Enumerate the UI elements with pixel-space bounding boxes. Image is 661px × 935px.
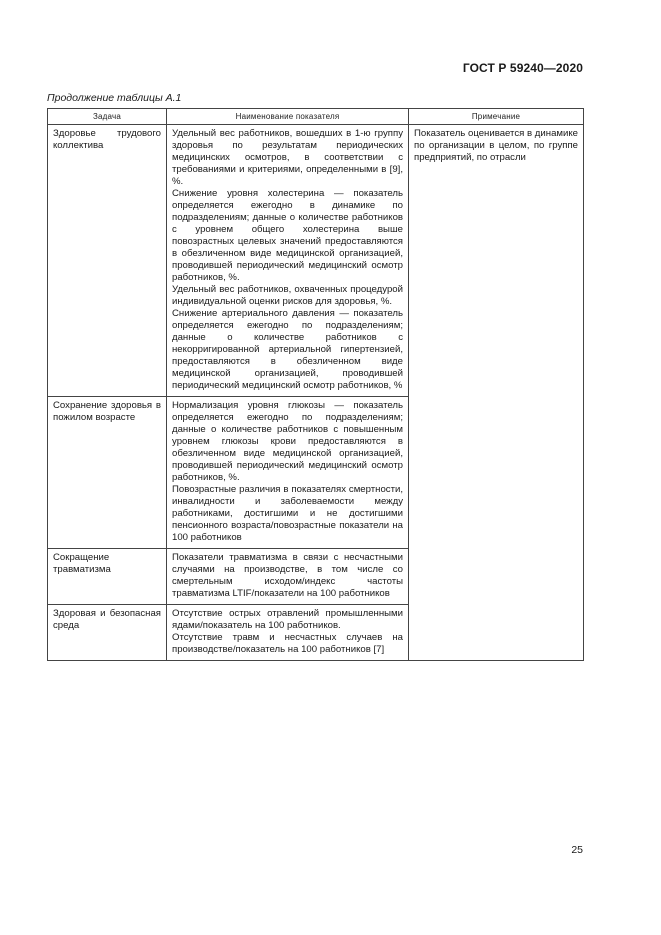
task-cell: Здоровая и безопасная среда bbox=[48, 605, 167, 661]
page-number: 25 bbox=[571, 844, 583, 856]
note-cell: Показатель оценивается в динамике по организации в целом, по группе предприятий, по отрасли bbox=[409, 125, 584, 661]
indicator-cell bbox=[167, 605, 409, 661]
indicator-text: Отсутствие травм и несчастных случаев на производстве/показатель на 100 работников [7] bbox=[172, 632, 403, 655]
document-standard-header: ГОСТ Р 59240—2020 bbox=[462, 61, 583, 75]
table-row bbox=[48, 125, 584, 397]
column-header-indicator: Наименование показателя bbox=[167, 109, 409, 125]
indicator-text: Показатели травматизма в связи с несчастными случаями на производстве, в том числе со смертельным исходом/индекс частоты травматизма LTIF/показатели на 100 работников bbox=[172, 552, 403, 599]
task-cell: Сокращение травматизма bbox=[48, 549, 167, 605]
table-header-row bbox=[48, 109, 584, 125]
column-header-task: Задача bbox=[48, 109, 167, 125]
table-caption: Продолжение таблицы А.1 bbox=[47, 92, 182, 104]
indicator-cell bbox=[167, 125, 409, 397]
indicator-cell bbox=[167, 397, 409, 549]
indicator-text: Повозрастные различия в показателях смертности, инвалидности и заболеваемости между работниками, достигшими и не достигшими пенсионного возраста/повозрастные показатели на 100 работников bbox=[172, 484, 403, 543]
indicator-cell bbox=[167, 549, 409, 605]
indicator-text: Удельный вес работников, вошедших в 1-ю группу здоровья по результатам периодических медицинских осмотров, в соответствии с требованиями и критериями, определенными в [9], %. bbox=[172, 128, 403, 187]
indicator-text: Снижение артериального давления — показатель определяется ежегодно по подразделениям; данные о количестве работников с некорригированной артериальной гипертензией, предоставляются в обезличенном виде медицинской организацией, проводившей периодический медицинский осмотр работников, % bbox=[172, 308, 403, 391]
task-cell: Сохранение здоровья в пожилом возрасте bbox=[48, 397, 167, 549]
task-cell: Здоровье трудового коллектива bbox=[48, 125, 167, 397]
indicator-text: Отсутствие острых отравлений промышленными ядами/показатель на 100 работников. bbox=[172, 608, 403, 631]
column-header-note: Примечание bbox=[409, 109, 584, 125]
indicator-text: Снижение уровня холестерина — показатель определяется ежегодно в динамике по подразделениям; данные о количестве работников с уровнем общего холестерина выше повозрастных целевых значений предоставляются в обезличенном виде медицинской организацией, проводившей периодический медицинский осмотр работников, %. bbox=[172, 188, 403, 283]
indicators-table bbox=[47, 108, 584, 661]
indicator-text: Удельный вес работников, охваченных процедурой индивидуальной оценки рисков для здоровья, %. bbox=[172, 284, 403, 307]
indicator-text: Нормализация уровня глюкозы — показатель определяется ежегодно по подразделениям; данные о количестве работников с повышенным уровнем глюкозы крови предоставляются в обезличенном виде медицинской организацией, проводившей периодический медицинский осмотр работников, %. bbox=[172, 400, 403, 483]
